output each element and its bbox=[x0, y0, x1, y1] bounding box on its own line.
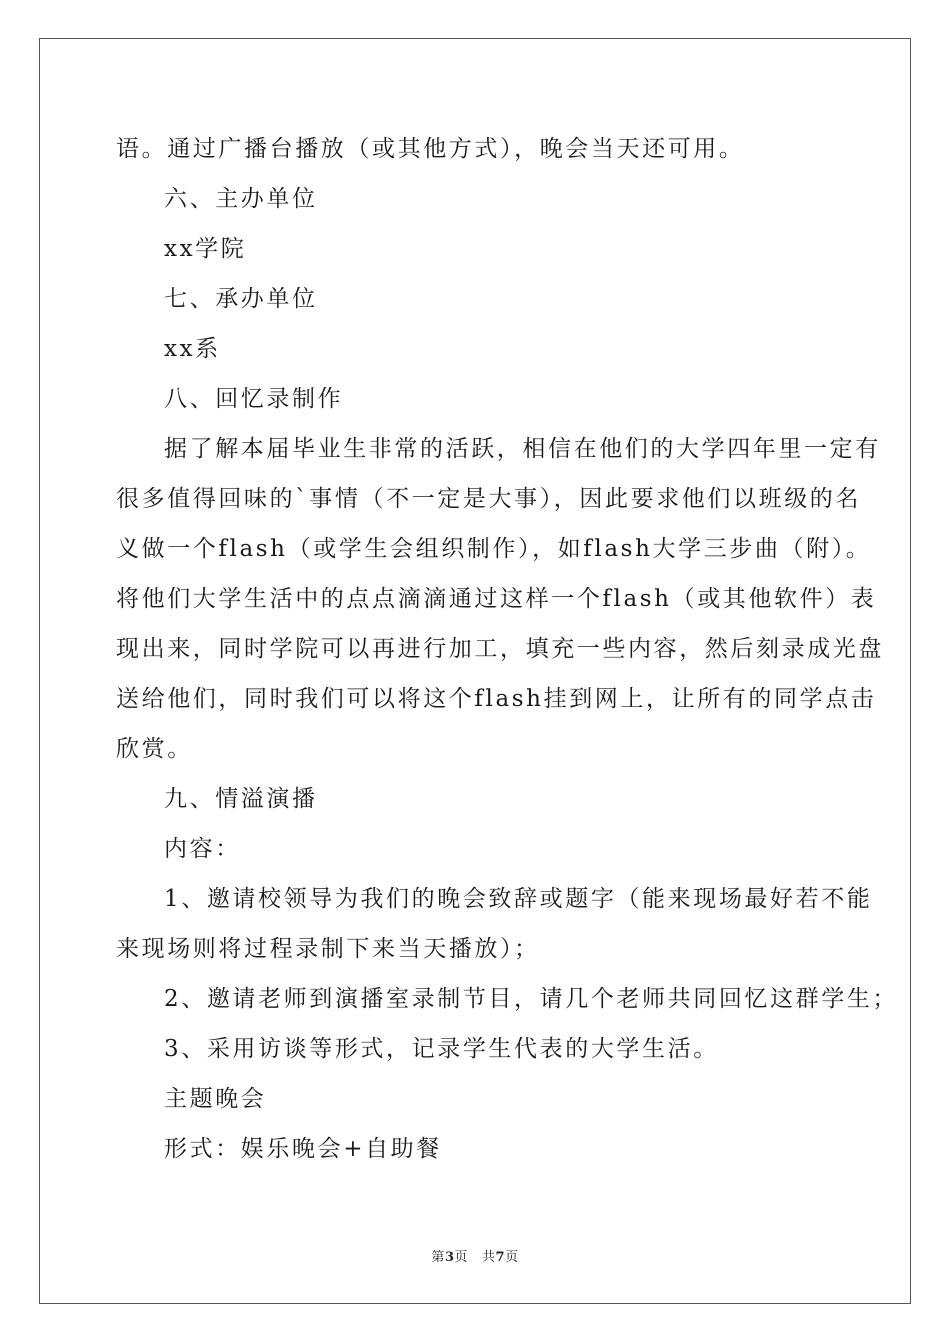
paragraph-line: 内容： bbox=[164, 836, 241, 862]
paragraph-line: 欣赏。 bbox=[116, 736, 193, 762]
total-pages: 7 bbox=[495, 1250, 506, 1265]
section-heading-6: 六、主办单位 bbox=[164, 186, 318, 212]
section-heading-8: 八、回忆录制作 bbox=[164, 386, 344, 412]
paragraph-line: 主题晚会 bbox=[164, 1086, 267, 1112]
list-item: 3、采用访谈等形式，记录学生代表的大学生活。 bbox=[164, 1036, 719, 1062]
page-suffix: 页 bbox=[454, 1250, 468, 1265]
paragraph-line: xx学院 bbox=[164, 236, 247, 262]
paragraph-line: 语。通过广播台播放（或其他方式），晚会当天还可用。 bbox=[116, 136, 745, 162]
total-prefix: 共 bbox=[482, 1250, 496, 1265]
paragraph-line: 据了解本届毕业生非常的活跃，相信在他们的大学四年里一定有 bbox=[164, 436, 881, 462]
paragraph-line: 送给他们，同时我们可以将这个flash挂到网上，让所有的同学点击 bbox=[116, 686, 877, 712]
list-item: 1、邀请校领导为我们的晚会致辞或题字（能来现场最好若不能 bbox=[164, 886, 873, 912]
paragraph-line: xx系 bbox=[164, 336, 221, 362]
page-number: 3 bbox=[444, 1250, 455, 1265]
list-item: 2、邀请老师到演播室录制节目，请几个老师共同回忆这群学生； bbox=[164, 986, 899, 1012]
paragraph-line: 现出来，同时学院可以再进行加工，填充一些内容，然后刻录成光盘 bbox=[116, 636, 884, 662]
page-prefix: 第 bbox=[431, 1250, 445, 1265]
paragraph-line: 将他们大学生活中的点点滴滴通过这样一个flash（或其他软件）表 bbox=[116, 586, 877, 612]
total-suffix: 页 bbox=[505, 1250, 519, 1265]
page-footer bbox=[0, 1246, 950, 1265]
section-heading-9: 九、情溢演播 bbox=[164, 786, 318, 812]
paragraph-line: 来现场则将过程录制下来当天播放）； bbox=[116, 936, 540, 962]
paragraph-line: 形式：娱乐晚会+自助餐 bbox=[164, 1136, 442, 1162]
paragraph-line: 义做一个flash（或学生会组织制作），如flash大学三步曲（附）。 bbox=[116, 536, 872, 562]
section-heading-7: 七、承办单位 bbox=[164, 286, 318, 312]
paragraph-line: 很多值得回味的`事情（不一定是大事），因此要求他们以班级的名 bbox=[116, 486, 861, 512]
document-body bbox=[116, 124, 899, 1174]
